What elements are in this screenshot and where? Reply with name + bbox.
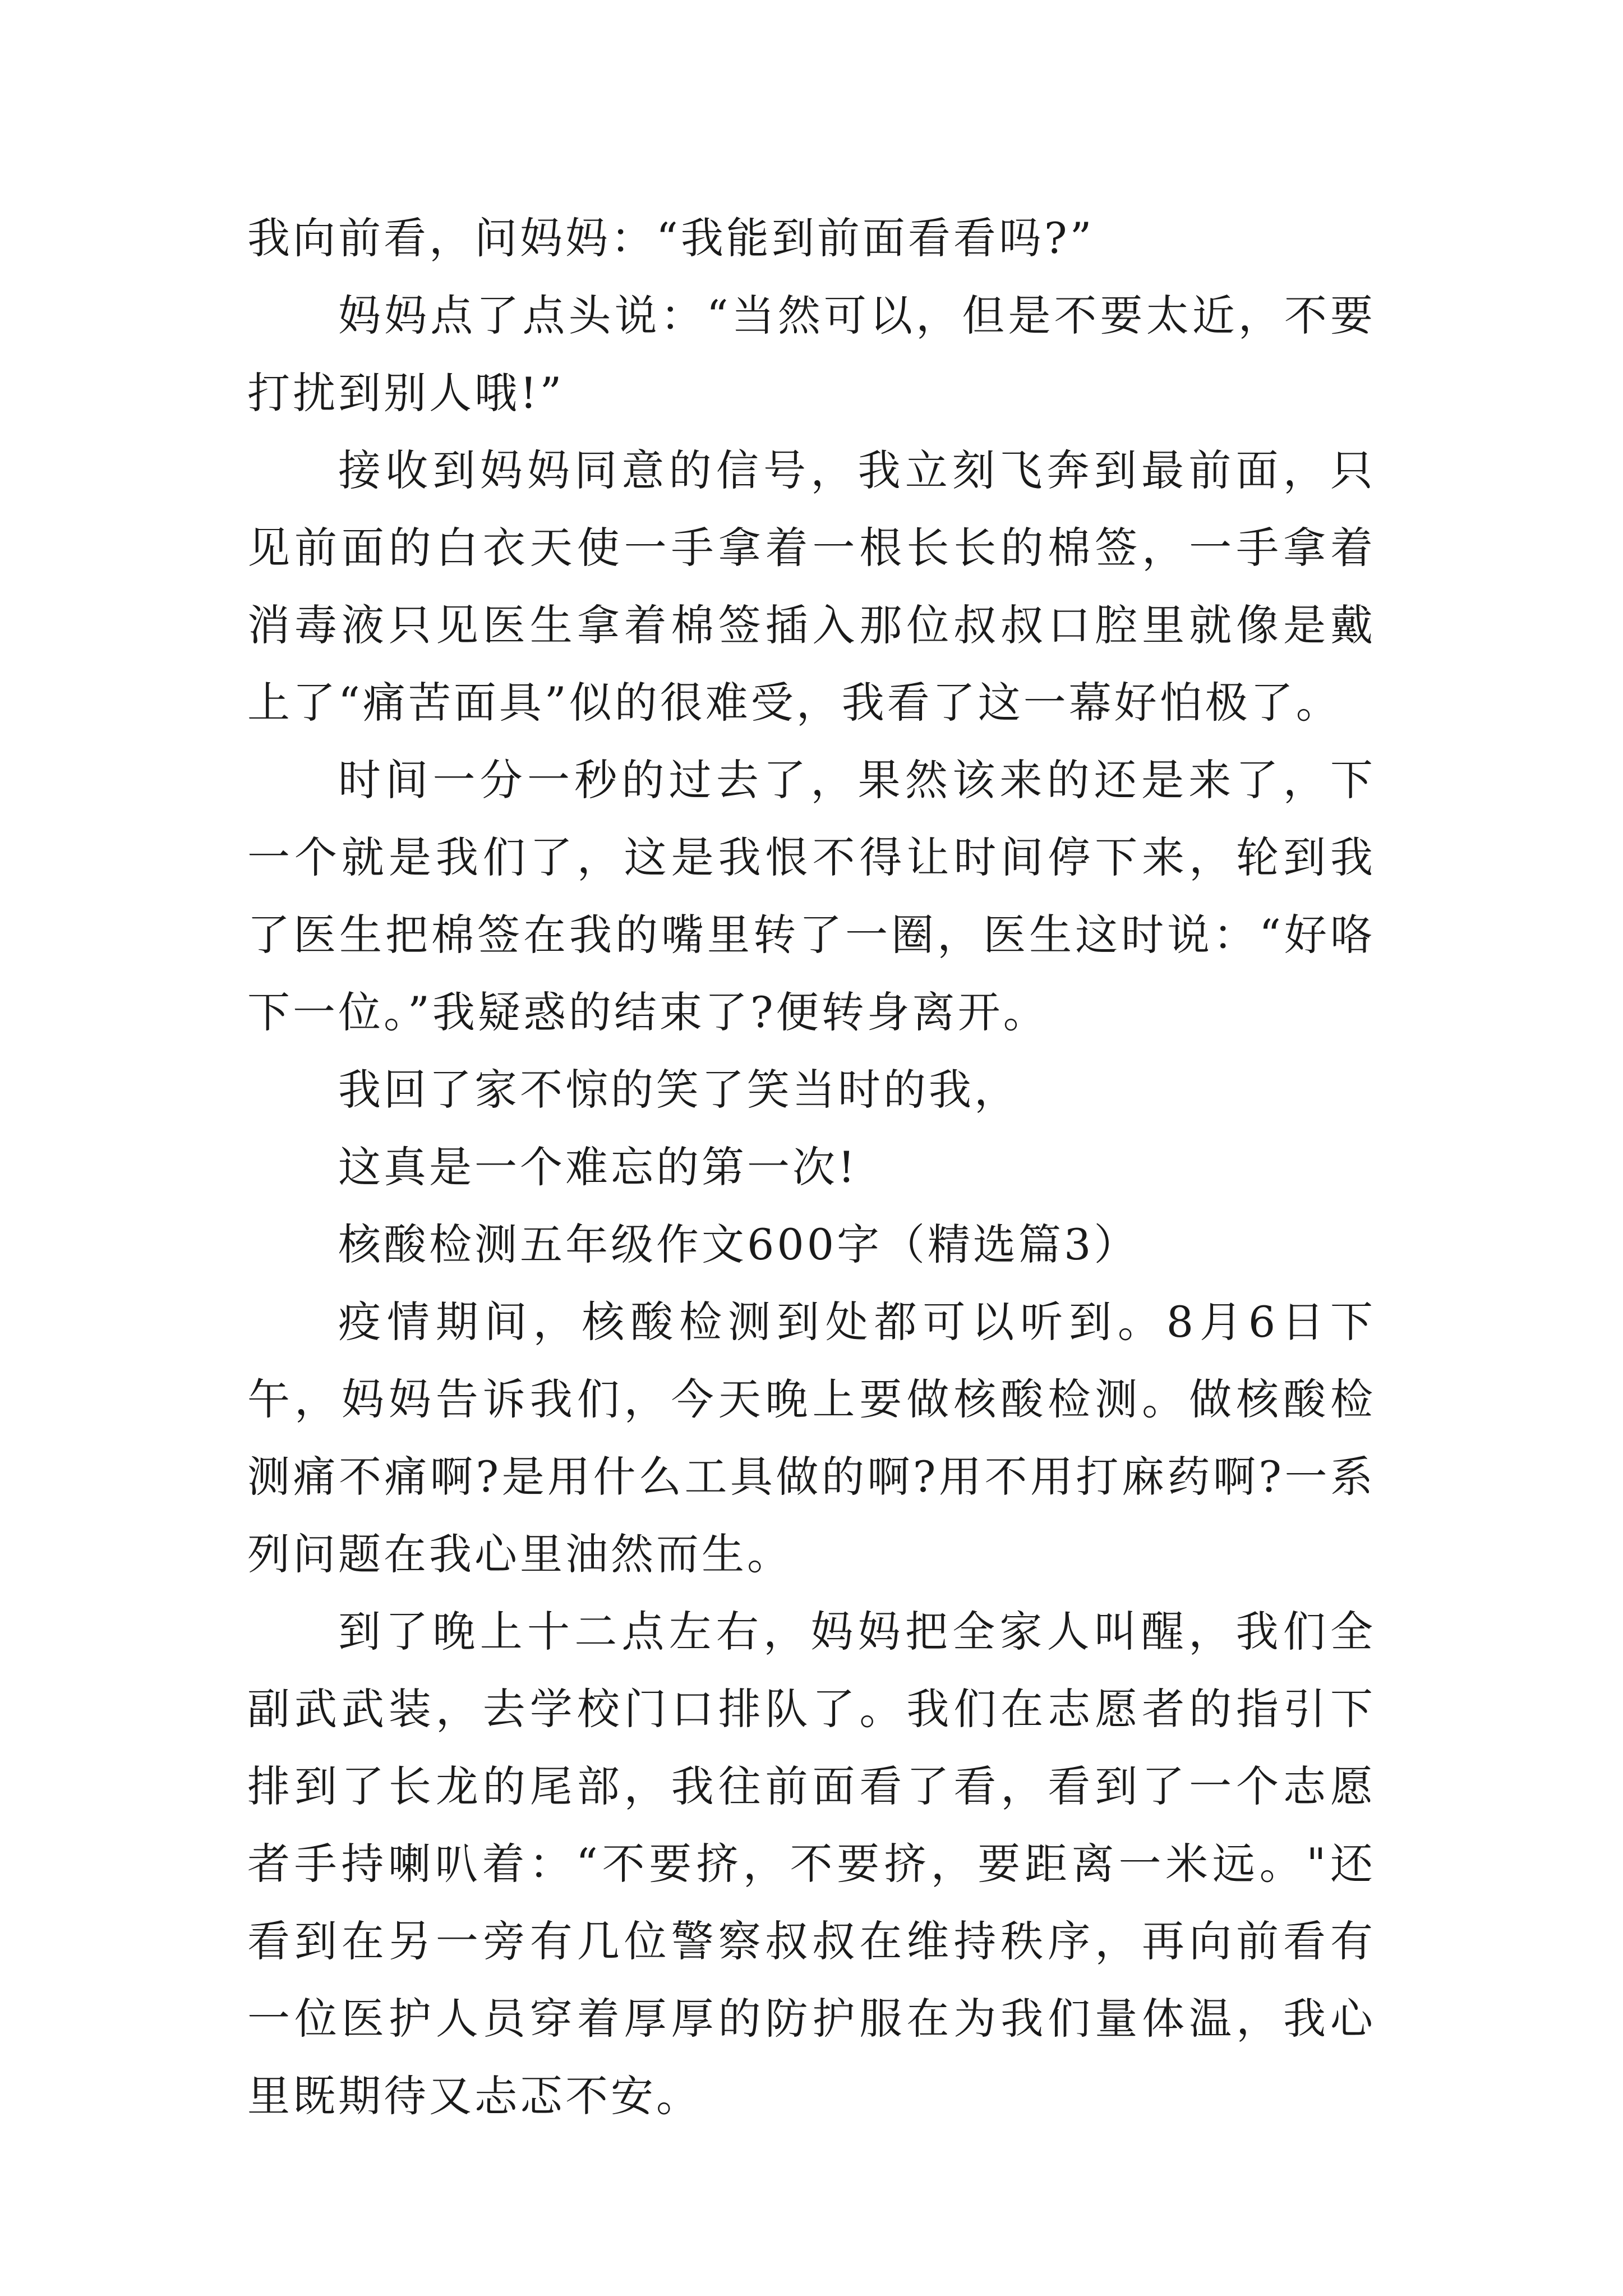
paragraph: 到了晚上十二点左右，妈妈把全家人叫醒，我们全副武武装，去学校门口排队了。我们在志愿者的指引下排到了长龙的尾部，我往前面看了看，看到了一个志愿者手持喇叭着：“不要挤，不要挤，要距离一米远。"还看到在另一旁有几位警察叔叔在维持秩序，再向前看有一位医护人员穿着厚厚的防护服在为我们量体温，我心里既期待又忐忑不安。: [247, 1607, 1376, 2121]
paragraph: 疫情期间，核酸检测到处都可以听到。8月6日下午，妈妈告诉我们，今天晚上要做核酸检测。做核酸检测痛不痛啊?是用什么工具做的啊?用不用打麻药啊?一系列问题在我心里油然而生。: [247, 1297, 1376, 1579]
paragraph: 这真是一个难忘的第一次!: [338, 1142, 858, 1192]
document-body: [247, 200, 1376, 2135]
paragraph: 妈妈点了点头说：“当然可以，但是不要太近，不要打扰到别人哦!”: [247, 291, 1376, 418]
paragraph: 我向前看，问妈妈：“我能到前面看看吗?”: [247, 213, 1095, 263]
paragraph: 我回了家不惊的笑了笑当时的我，: [338, 1065, 1020, 1115]
paragraph: 接收到妈妈同意的信号，我立刻飞奔到最前面，只见前面的白衣天使一手拿着一根长长的棉签，一手拿着消毒液只见医生拿着棉签插入那位叔叔口腔里就像是戴上了“痛苦面具”似的很难受，我看了这一幕好怕极了。: [247, 445, 1376, 728]
section-heading: 核酸检测五年级作文600字（精选篇3）: [338, 1220, 1140, 1269]
paragraph: 时间一分一秒的过去了，果然该来的还是来了，下一个就是我们了，这是我恨不得让时间停下来，轮到我了医生把棉签在我的嘴里转了一圈，医生这时说：“好咯下一位。”我疑惑的结束了?便转身离开。: [247, 755, 1376, 1037]
